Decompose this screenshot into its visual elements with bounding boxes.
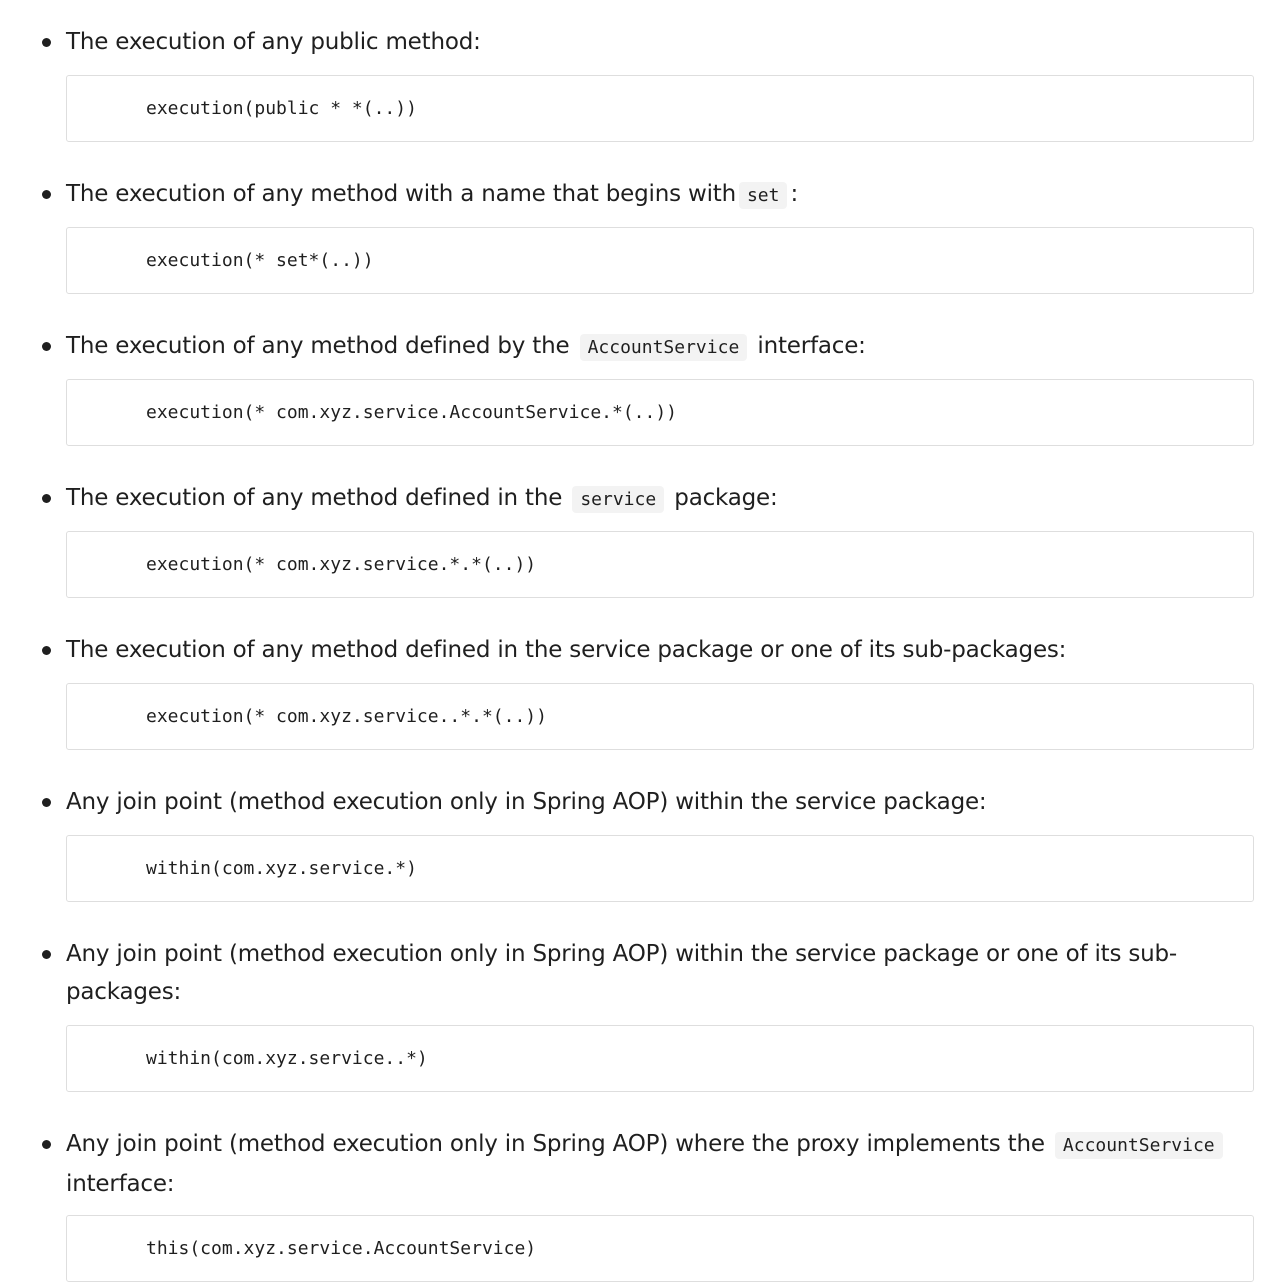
- item-description: [66, 631, 1216, 669]
- inline-code: set: [739, 182, 788, 209]
- item-description: [66, 783, 1216, 821]
- code-block: [66, 227, 1254, 294]
- bullet-icon: [42, 38, 51, 47]
- item-description: [66, 479, 1216, 519]
- code-block: [66, 1215, 1254, 1282]
- item-text: Any join point (method execution only in Spring AOP) where the proxy implements the: [66, 1131, 1045, 1157]
- item-text: The execution of any method with a name that begins with: [66, 181, 736, 207]
- inline-code: AccountService: [580, 334, 748, 361]
- item-description: [66, 23, 1216, 61]
- bullet-icon: [42, 646, 51, 655]
- code-block: [66, 835, 1254, 902]
- bullet-icon: [42, 798, 51, 807]
- inline-code: service: [572, 486, 664, 513]
- item-text: The execution of any method defined by the: [66, 333, 570, 359]
- item-text-after: interface:: [757, 333, 866, 359]
- item-text-after: :: [790, 181, 799, 207]
- item-description: [66, 1125, 1226, 1203]
- bullet-icon: [42, 190, 51, 199]
- code-text: this(com.xyz.service.AccountService): [146, 1238, 537, 1259]
- code-text: execution(public * *(..)): [146, 98, 417, 119]
- item-description: [66, 175, 1216, 215]
- code-block: [66, 1025, 1254, 1092]
- code-block: [66, 379, 1254, 446]
- code-text: within(com.xyz.service.*): [146, 858, 417, 879]
- item-text: Any join point (method execution only in Spring AOP) within the service package or one of its sub-packages:: [66, 941, 1178, 1005]
- code-text: within(com.xyz.service..*): [146, 1048, 428, 1069]
- code-text: execution(* set*(..)): [146, 250, 374, 271]
- item-text-after: interface:: [66, 1171, 175, 1197]
- code-text: execution(* com.xyz.service.AccountService.*(..)): [146, 402, 678, 423]
- code-block: [66, 75, 1254, 142]
- item-description: [66, 327, 1216, 367]
- inline-code: AccountService: [1055, 1132, 1223, 1159]
- code-text: execution(* com.xyz.service..*.*(..)): [146, 706, 547, 727]
- item-description: [66, 935, 1186, 1011]
- code-block: [66, 531, 1254, 598]
- bullet-icon: [42, 342, 51, 351]
- item-text-after: package:: [674, 485, 778, 511]
- bullet-icon: [42, 950, 51, 959]
- bullet-icon: [42, 1140, 51, 1149]
- item-text: The execution of any public method:: [66, 29, 481, 55]
- item-text: The execution of any method defined in the service package or one of its sub-packages:: [66, 637, 1067, 663]
- code-block: [66, 683, 1254, 750]
- item-text: Any join point (method execution only in Spring AOP) within the service package:: [66, 789, 987, 815]
- bullet-icon: [42, 494, 51, 503]
- code-text: execution(* com.xyz.service.*.*(..)): [146, 554, 537, 575]
- item-text: The execution of any method defined in the: [66, 485, 563, 511]
